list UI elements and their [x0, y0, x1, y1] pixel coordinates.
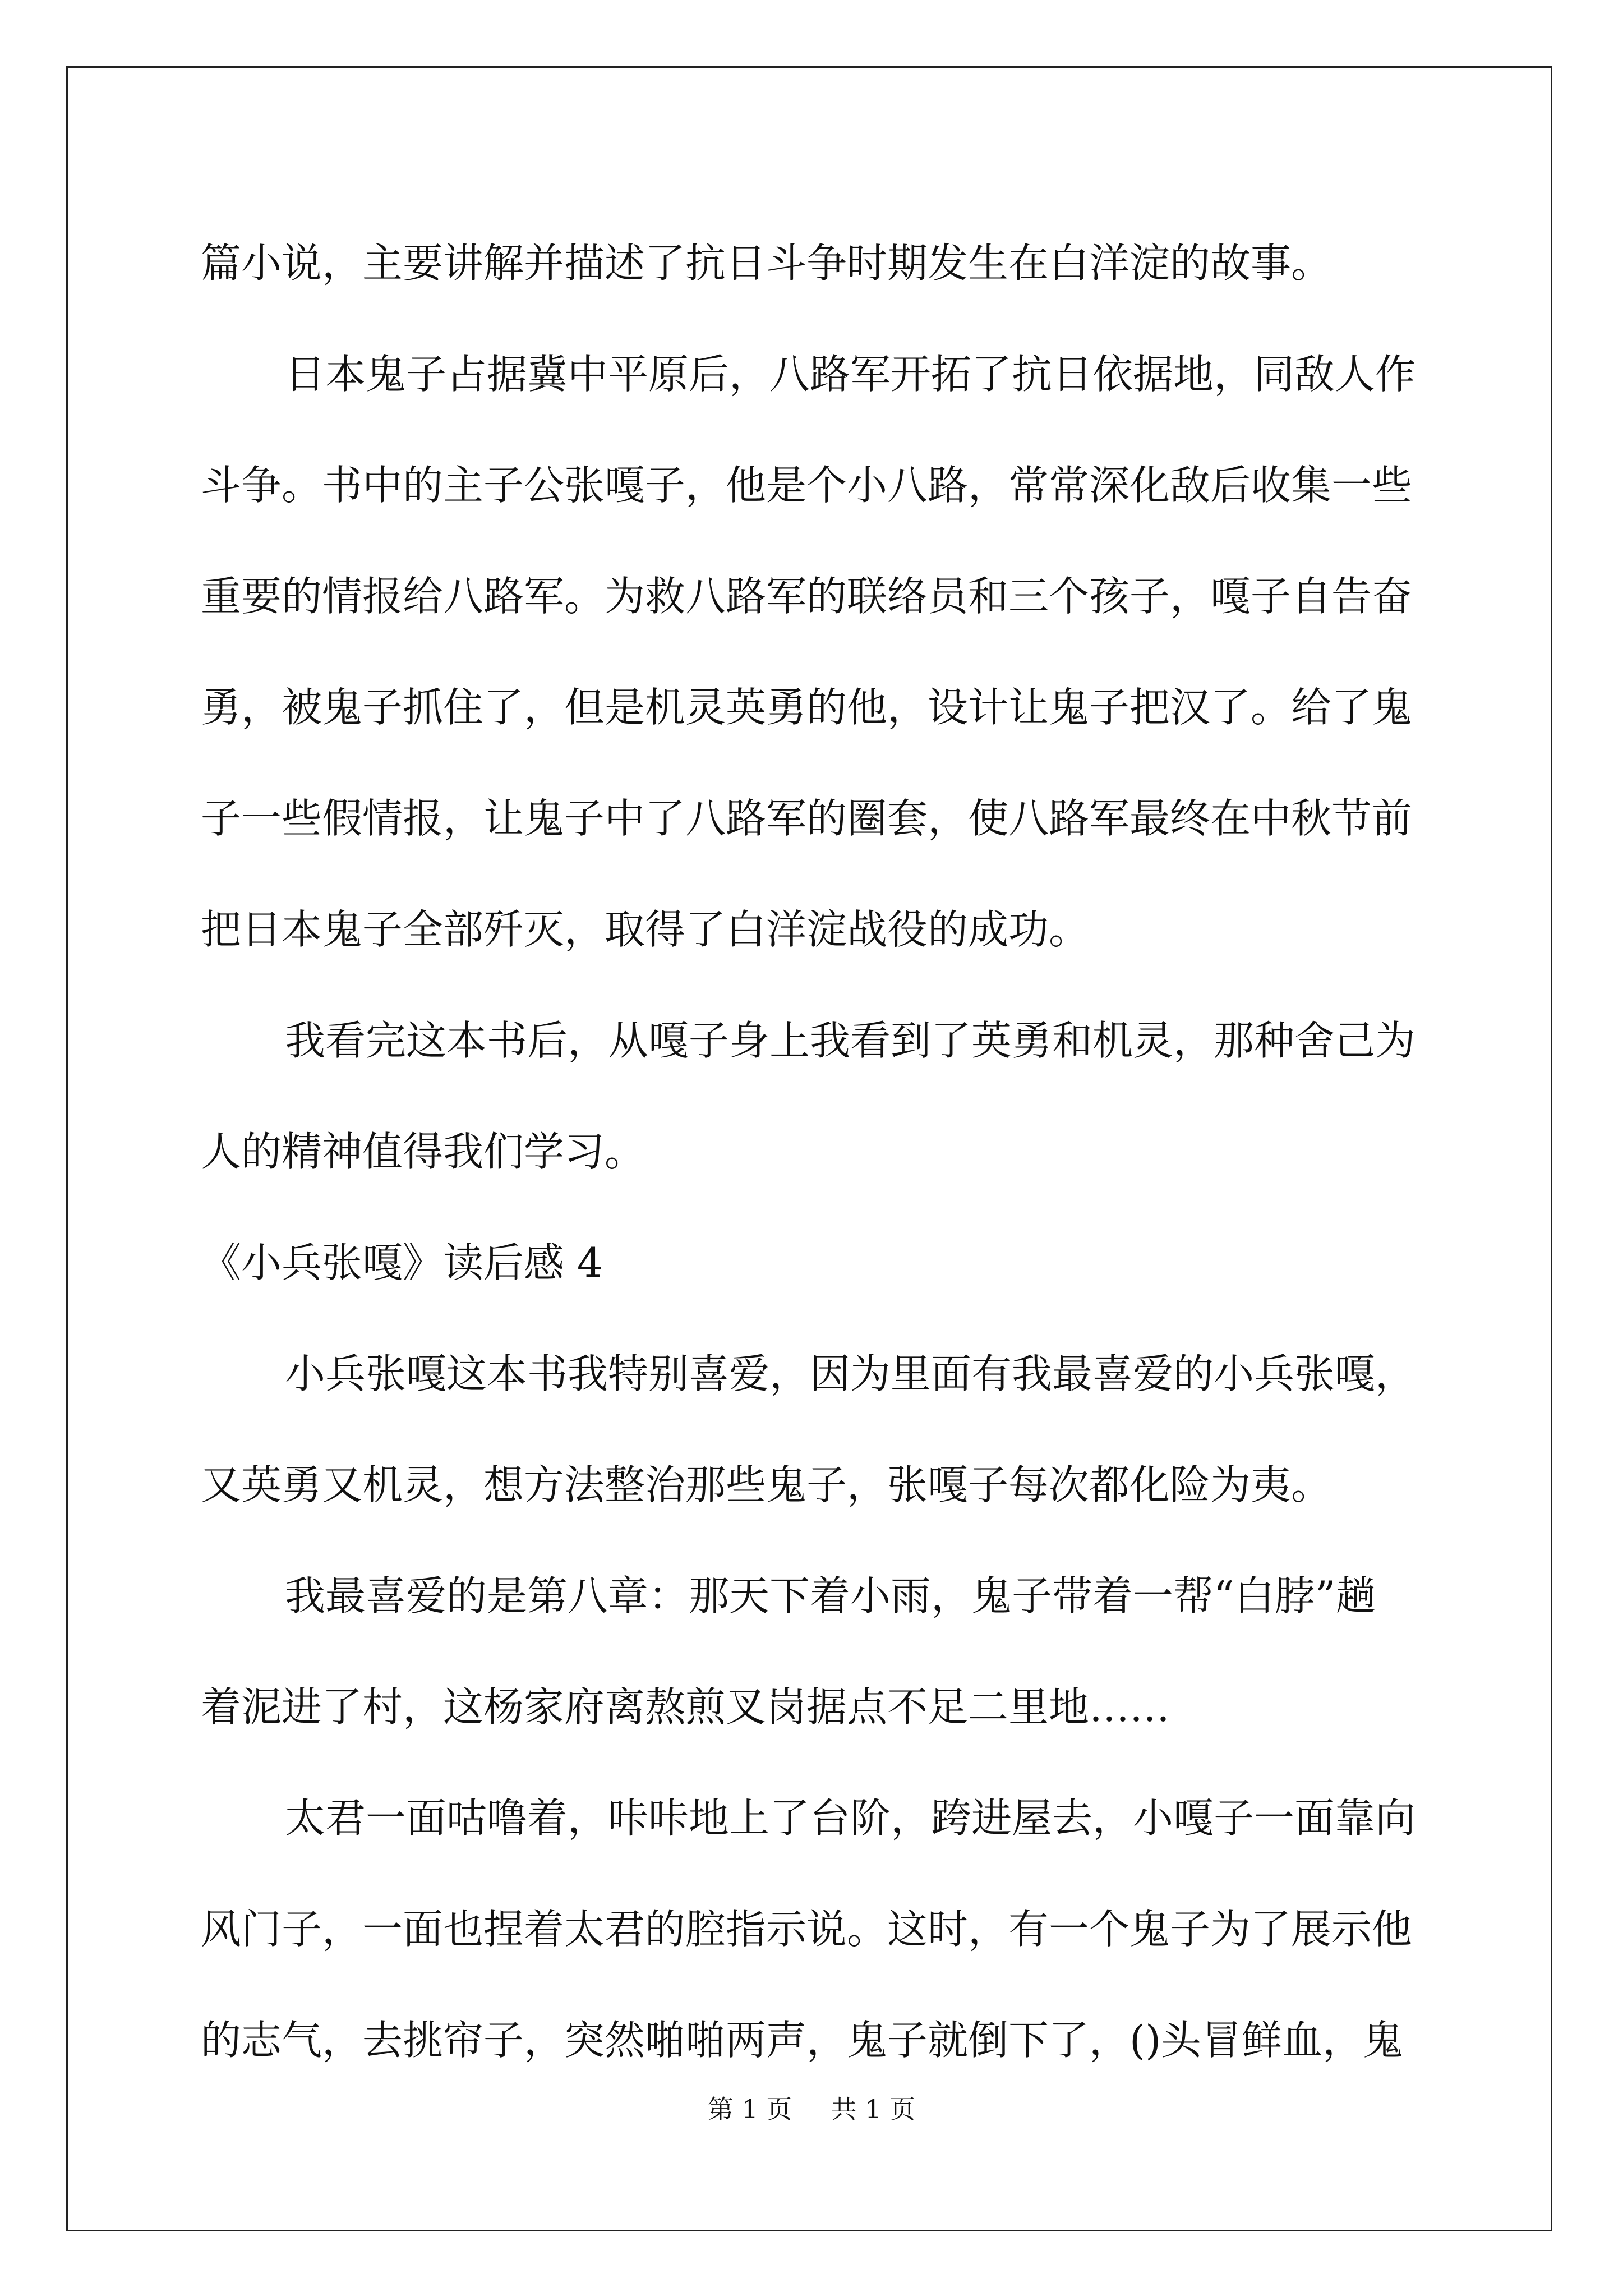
- text-line-15: 太君一面咕噜着，咔咔地上了台阶，跨进屋去，小嘎子一面靠向: [285, 1795, 1416, 1842]
- text-line-8: 我看完这本书后，从嘎子身上我看到了英勇和机灵，那种舍己为: [285, 1017, 1416, 1064]
- text-line-1: 篇小说，主要讲解并描述了抗日斗争时期发生在白洋淀的故事。: [201, 240, 1332, 287]
- text-line-4: 重要的情报给八路军。为救八路军的联络员和三个孩子，嘎子自告奋: [201, 573, 1413, 620]
- text-line-13: 我最喜爱的是第八章：那天下着小雨，鬼子带着一帮“白脖”趟: [285, 1572, 1376, 1619]
- page-number: 第 1 页: [707, 2094, 792, 2124]
- text-line-6: 子一些假情报，让鬼子中了八路军的圈套，使八路军最终在中秋节前: [201, 795, 1413, 842]
- text-line-16: 风门子，一面也捏着太君的腔指示说。这时，有一个鬼子为了展示他: [201, 1906, 1413, 1953]
- text-line-11: 小兵张嘎这本书我特别喜爱，因为里面有我最喜爱的小兵张嘎，: [285, 1350, 1416, 1397]
- document-body: [201, 208, 1429, 2096]
- text-line-5: 勇，被鬼子抓住了，但是机灵英勇的他，设计让鬼子把汉了。给了鬼: [201, 684, 1413, 731]
- page-footer: [0, 2092, 1623, 2126]
- text-line-14: 着泥进了村，这杨家府离熬煎叉岗据点不足二里地……: [201, 1683, 1170, 1731]
- text-line-7: 把日本鬼子全部歼灭，取得了白洋淀战役的成功。: [201, 906, 1090, 953]
- page-total: 共 1 页: [831, 2094, 916, 2124]
- text-line-2: 日本鬼子占据冀中平原后，八路军开拓了抗日依据地，同敌人作: [285, 351, 1416, 398]
- text-line-3: 斗争。书中的主子公张嘎子，他是个小八路，常常深化敌后收集一些: [201, 462, 1413, 509]
- text-line-9: 人的精神值得我们学习。: [201, 1128, 645, 1175]
- text-line-12: 又英勇又机灵，想方法整治那些鬼子，张嘎子每次都化险为夷。: [201, 1461, 1332, 1508]
- text-line-17: 的志气，去挑帘子，突然啪啪两声，鬼子就倒下了，()头冒鲜血，鬼: [201, 2017, 1404, 2064]
- section-heading: 《小兵张嘎》读后感 4: [201, 1239, 603, 1286]
